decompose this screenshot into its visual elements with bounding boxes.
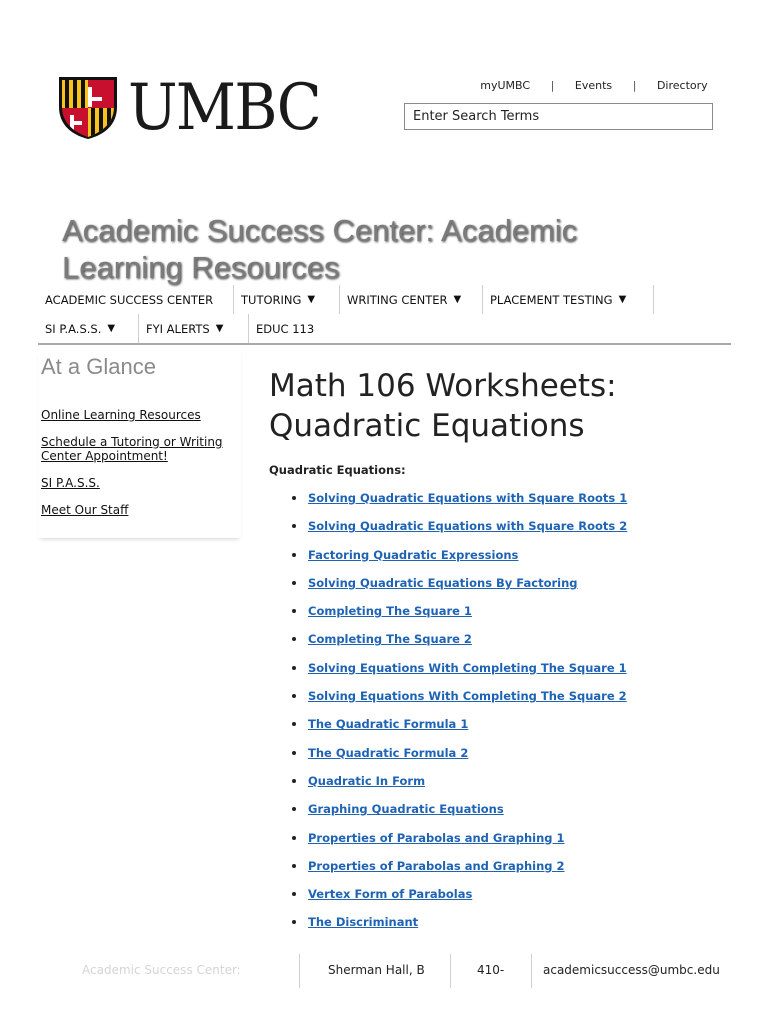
nav-item-academic-success-center[interactable]: [38, 285, 234, 314]
site-title[interactable]: Academic Success Center: Academic Learning Resources: [62, 213, 578, 285]
maryland-shield-icon: [58, 77, 118, 139]
caret-down-icon: ▼: [215, 323, 224, 334]
footer: [0, 950, 768, 990]
section-label: Quadratic Equations:: [269, 463, 406, 477]
nav-item-label: WRITING CENTER: [347, 292, 448, 307]
list-item: [308, 488, 627, 516]
list-item: [308, 799, 627, 827]
link-separator: |: [632, 79, 637, 92]
umbc-logo[interactable]: [58, 71, 337, 145]
worksheet-link[interactable]: Solving Equations With Completing The Square 2: [308, 689, 627, 704]
nav-item-label: EDUC 113: [256, 321, 315, 336]
worksheet-link[interactable]: The Quadratic Formula 1: [308, 717, 469, 732]
page-title: Math 106 Worksheets: Quadratic Equations: [269, 368, 617, 444]
worksheet-link[interactable]: Quadratic In Form: [308, 773, 426, 788]
footer-email[interactable]: academicsuccess@umbc.edu: [543, 963, 720, 977]
nav-row: [38, 314, 731, 343]
worksheet-link[interactable]: Solving Quadratic Equations with Square Roots 2: [308, 519, 628, 534]
nav-item-label: TUTORING: [241, 292, 302, 307]
footer-center-name: Academic Success Center:: [82, 963, 241, 977]
sidebar-link-online-learning-resources[interactable]: Online Learning Resources: [41, 408, 201, 422]
footer-divider: [450, 954, 451, 988]
worksheet-link[interactable]: Solving Quadratic Equations with Square Roots 1: [308, 491, 628, 505]
utility-links: [470, 79, 718, 92]
sidebar-link-meet-our-staff[interactable]: Meet Our Staff: [41, 503, 129, 517]
nav-item-label: ACADEMIC SUCCESS CENTER: [45, 292, 214, 307]
nav-item-label: FYI ALERTS: [146, 321, 210, 336]
worksheet-link[interactable]: The Quadratic Formula 2: [308, 745, 469, 760]
myumbc-link[interactable]: myUMBC: [480, 79, 531, 92]
list-item: [308, 856, 627, 884]
list-item: [308, 771, 627, 799]
footer-location: Sherman Hall, B: [328, 963, 425, 977]
directory-link[interactable]: Directory: [656, 79, 708, 92]
worksheet-link[interactable]: Factoring Quadratic Expressions: [308, 547, 519, 562]
list-item: [308, 601, 627, 629]
search-input[interactable]: [404, 103, 713, 130]
nav-item-label: PLACEMENT TESTING: [490, 292, 613, 307]
footer-phone[interactable]: 410-: [477, 963, 505, 977]
nav-item-label: SI P.A.S.S.: [45, 321, 102, 336]
worksheet-list: [308, 488, 627, 941]
caret-down-icon: ▼: [618, 294, 627, 305]
sidebar-heading: At a Glance: [41, 354, 156, 379]
nav-item-writing-center[interactable]: [340, 285, 483, 314]
nav-item-placement-testing[interactable]: [483, 285, 654, 314]
worksheet-link[interactable]: Properties of Parabolas and Graphing 2: [308, 858, 565, 873]
worksheet-link[interactable]: Vertex Form of Parabolas: [308, 887, 473, 902]
list-item: [308, 912, 627, 940]
list-item: [308, 516, 627, 544]
list-item: [308, 545, 627, 573]
nav-row: [38, 285, 731, 314]
worksheet-link[interactable]: Completing The Square 1: [308, 604, 472, 619]
main-navigation: [38, 285, 731, 345]
nav-item-educ-113[interactable]: [249, 314, 319, 343]
worksheet-link[interactable]: Completing The Square 2: [308, 632, 472, 647]
list-item: [308, 686, 627, 714]
caret-down-icon: ▼: [107, 323, 116, 334]
sidebar: [38, 350, 241, 538]
sidebar-links: [41, 408, 237, 530]
list-item: [308, 828, 627, 856]
footer-divider: [299, 954, 300, 988]
worksheet-link[interactable]: Properties of Parabolas and Graphing 1: [308, 830, 565, 845]
events-link[interactable]: Events: [574, 79, 613, 92]
nav-item-fyi-alerts[interactable]: [139, 314, 249, 343]
umbc-wordmark: UMBC: [128, 71, 320, 145]
nav-item-tutoring[interactable]: [234, 285, 340, 314]
footer-divider: [531, 954, 532, 988]
nav-item-si-pass[interactable]: [38, 314, 139, 343]
list-item: [308, 658, 627, 686]
list-item: [308, 629, 627, 657]
caret-down-icon: ▼: [307, 294, 316, 305]
list-item: [308, 714, 627, 742]
sidebar-link-si-pass[interactable]: SI P.A.S.S.: [41, 476, 100, 490]
worksheet-link[interactable]: Graphing Quadratic Equations: [308, 802, 504, 817]
worksheet-link[interactable]: The Discriminant: [308, 915, 419, 930]
list-item: [308, 573, 627, 601]
worksheet-link[interactable]: Solving Quadratic Equations By Factoring: [308, 575, 578, 590]
sidebar-link-schedule-appointment[interactable]: Schedule a Tutoring or Writing Center Appointment!: [41, 435, 223, 463]
link-separator: |: [550, 79, 555, 92]
list-item: [308, 743, 627, 771]
worksheet-link[interactable]: Solving Equations With Completing The Square 1: [308, 660, 627, 675]
list-item: [308, 884, 627, 912]
caret-down-icon: ▼: [453, 294, 462, 305]
